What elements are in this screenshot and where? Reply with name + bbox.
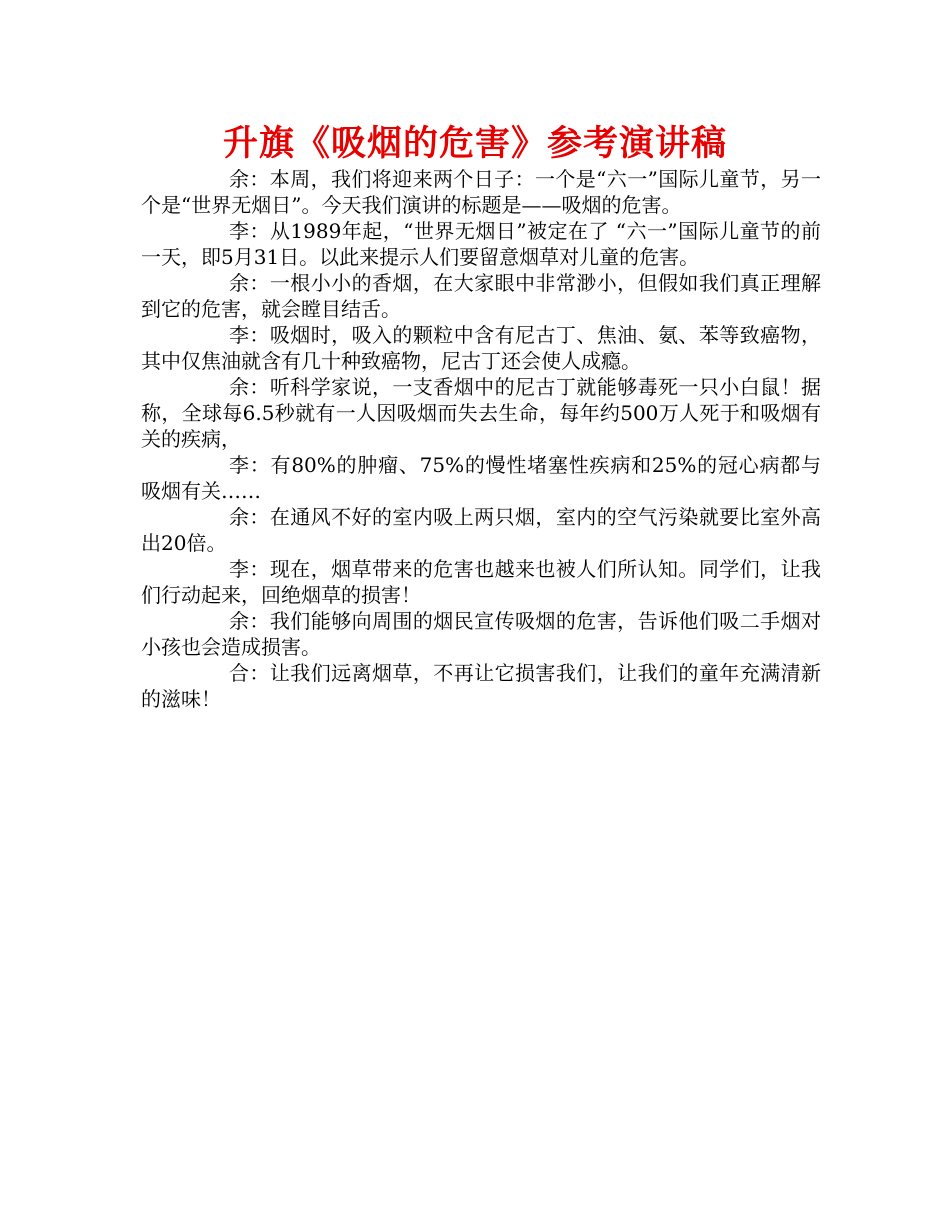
paragraph: 余：本周，我们将迎来两个日子：一个是“六一”国际儿童节，另一个是“世界无烟日”。今天我们演讲的标题是——吸烟的危害。 xyxy=(141,167,821,217)
paragraph: 余：听科学家说，一支香烟中的尼古丁就能够毒死一只小白鼠！据称，全球每6.5秒就有一人因吸烟而失去生命，每年约500万人死于和吸烟有关的疾病， xyxy=(141,375,821,451)
document-body xyxy=(141,166,821,712)
paragraph: 李：从1989年起，“世界无烟日”被定在了 “六一”国际儿童节的前一天，即5月31日。以此来提示人们要留意烟草对儿童的危害。 xyxy=(141,219,821,269)
paragraph: 余：在通风不好的室内吸上两只烟，室内的空气污染就要比室外高出20倍。 xyxy=(141,505,821,555)
paragraph: 合：让我们远离烟草，不再让它损害我们，让我们的童年充满清新的滋味！ xyxy=(141,661,821,711)
paragraph: 李：现在，烟草带来的危害也越来也被人们所认知。同学们，让我们行动起来，回绝烟草的损害！ xyxy=(141,557,821,607)
document-title: 升旗《吸烟的危害》参考演讲稿 xyxy=(222,124,727,164)
paragraph: 李：有80%的肿瘤、75%的慢性堵塞性疾病和25%的冠心病都与吸烟有关…… xyxy=(141,453,821,503)
paragraph: 李：吸烟时，吸入的颗粒中含有尼古丁、焦油、氨、苯等致癌物，其中仅焦油就含有几十种致癌物，尼古丁还会使人成瘾。 xyxy=(141,323,821,373)
paragraph: 余：我们能够向周围的烟民宣传吸烟的危害，告诉他们吸二手烟对小孩也会造成损害。 xyxy=(141,609,821,659)
paragraph: 余：一根小小的香烟，在大家眼中非常渺小，但假如我们真正理解到它的危害，就会瞠目结舌。 xyxy=(141,271,821,321)
